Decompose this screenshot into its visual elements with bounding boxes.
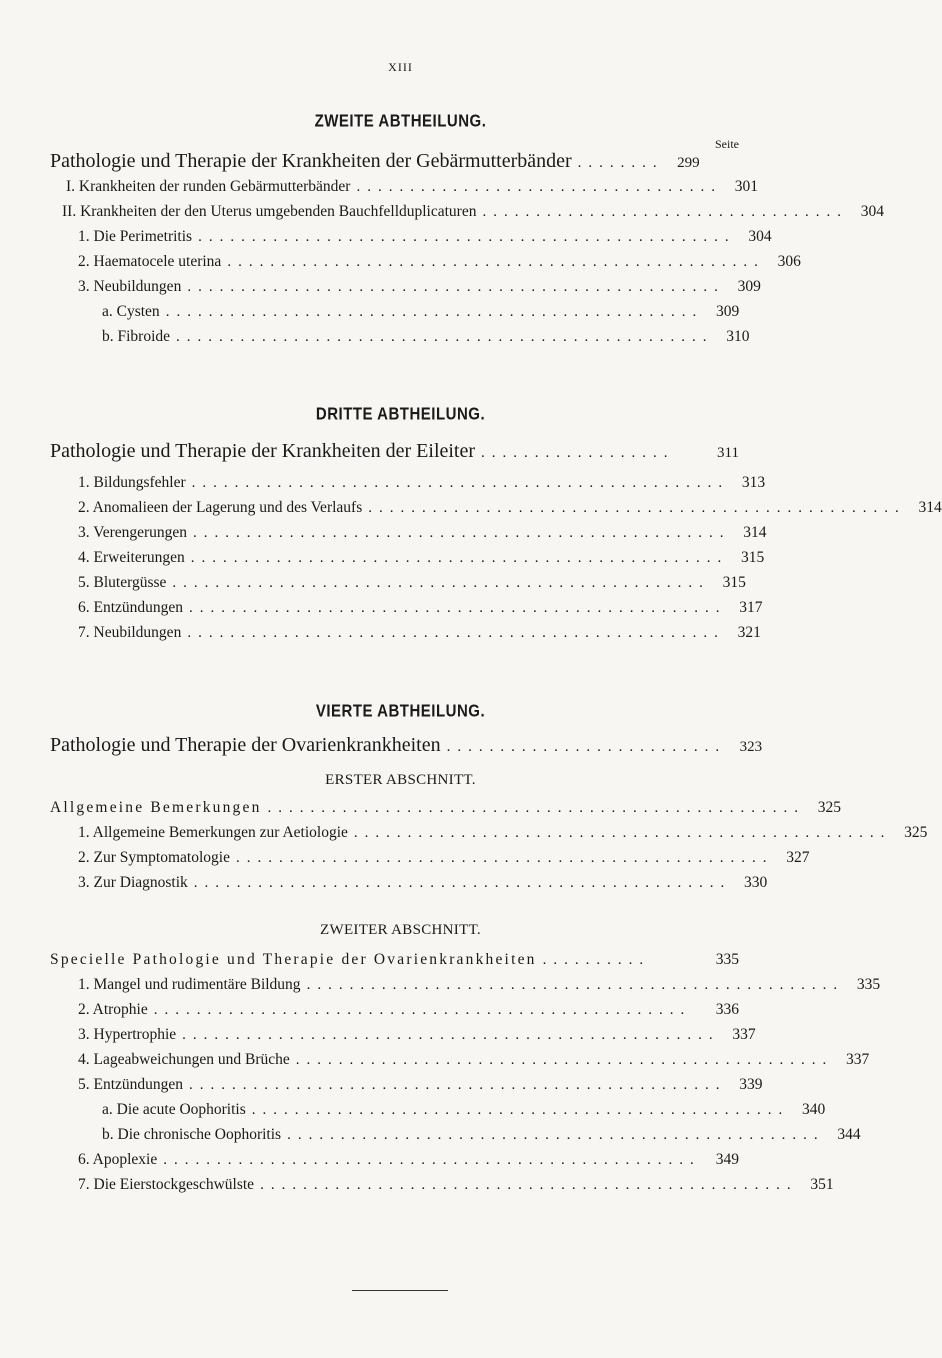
toc-entry <box>0 1026 801 1050</box>
section-heading-1: ERSTER ABSCHNITT. <box>325 772 476 788</box>
page-ref: 309 <box>715 303 740 320</box>
toc-entry <box>0 849 810 873</box>
toc-entry-label: 7. Neubildungen <box>78 624 182 641</box>
page-ref: 315 <box>722 574 746 591</box>
dot-leader: .................................................. <box>193 525 731 541</box>
toc-entry <box>0 278 801 302</box>
page-ref: 310 <box>726 328 750 345</box>
toc-entry-label: a. Die acute Oophoritis <box>102 1101 246 1118</box>
toc-entry-label: 3. Neubildungen <box>78 278 182 295</box>
dot-leader: .................................................. <box>368 500 906 516</box>
dot-leader: ........ <box>577 155 664 171</box>
footer-rule <box>352 1290 448 1291</box>
toc-entry <box>0 303 801 327</box>
page-ref: 314 <box>918 499 942 516</box>
page-ref: 304 <box>860 203 884 220</box>
part-heading-4: VIERTE ABTHEILUNG. <box>315 701 486 722</box>
page-ref: 311 <box>717 445 739 461</box>
page-ref: 304 <box>748 228 772 245</box>
page-ref: 335 <box>856 976 881 993</box>
toc-entry <box>0 624 801 648</box>
dot-leader: .................................................. <box>189 1077 727 1093</box>
dot-leader: .................................................. <box>182 1027 720 1043</box>
page-ref: 315 <box>741 549 765 566</box>
toc-entry <box>0 328 801 352</box>
toc-entry <box>0 178 801 202</box>
dot-leader: .......................... <box>446 739 727 755</box>
section-title: Allgemeine Bemerkungen <box>50 799 262 816</box>
dot-leader: .................................. <box>482 204 848 220</box>
toc-entry <box>0 874 801 898</box>
toc-entry-label: 1. Bildungsfehler <box>78 474 186 491</box>
toc-entry <box>0 1151 801 1175</box>
page-ref: 339 <box>739 1076 763 1093</box>
toc-entry-label: II. Krankheiten der den Uterus umgebenden Bauchfellduplicaturen <box>62 203 477 220</box>
dot-leader: .................................................. <box>187 279 725 295</box>
page-ref: 325 <box>904 824 928 841</box>
toc-entry-label: 4. Erweiterungen <box>78 549 185 566</box>
toc-entry-label: 1. Allgemeine Bemerkungen zur Aetiologie <box>78 824 348 841</box>
page-ref: 313 <box>741 474 766 491</box>
toc-entry-label: 2. Haematocele uterina <box>78 253 222 270</box>
toc-entry-label: b. Die chronische Oophoritis <box>102 1126 282 1143</box>
toc-entry-label: I. Krankheiten der runden Gebärmutterbänder <box>66 178 351 195</box>
toc-entry-label: 4. Lageabweichungen und Brüche <box>78 1051 290 1068</box>
dot-leader: .................................................. <box>353 825 892 841</box>
page-ref: 301 <box>734 178 758 195</box>
toc-entry-label: b. Fibroide <box>102 328 171 345</box>
toc-entry-label: 5. Entzündungen <box>78 1076 184 1093</box>
toc-entry-label: 2. Zur Symptomatologie <box>78 849 230 866</box>
toc-entry <box>0 574 801 598</box>
page-ref: 321 <box>737 624 761 641</box>
dot-leader: .................................................. <box>267 800 806 816</box>
toc-entry <box>0 824 928 848</box>
dot-leader: .................................................. <box>251 1102 790 1118</box>
toc-entry-label: 1. Die Perimetritis <box>78 228 193 245</box>
dot-leader: .................................................. <box>260 1177 798 1193</box>
toc-entry-label: 3. Hypertrophie <box>78 1026 177 1043</box>
dot-leader: .................................................. <box>198 229 736 245</box>
section-heading-2: ZWEITER ABSCHNITT. <box>320 922 481 938</box>
toc-entry <box>0 1076 801 1100</box>
part-title: Pathologie und Therapie der Ovarienkrankheiten <box>50 734 441 756</box>
page-ref: 344 <box>837 1126 861 1143</box>
toc-entry <box>0 976 881 1000</box>
section-title: Specielle Pathologie und Therapie der Ovarienkrankheiten <box>50 951 537 968</box>
toc-entry <box>0 203 884 227</box>
part-title-row <box>0 150 751 174</box>
toc-entry <box>0 1051 870 1075</box>
toc-entry-label: 6. Apoplexie <box>78 1151 158 1168</box>
toc-entry-label: 3. Verengerungen <box>78 524 188 541</box>
toc-entry-label: 7. Die Eierstockgeschwülste <box>78 1176 255 1193</box>
part-title: Pathologie und Therapie der Krankheiten der Gebärmutterbänder <box>50 150 572 172</box>
dot-leader: .................................................. <box>176 329 714 345</box>
toc-entry-label: 5. Blutergüsse <box>78 574 167 591</box>
dot-leader: .................................................. <box>306 977 845 993</box>
page-ref: 325 <box>817 799 842 816</box>
dot-leader: .................................................. <box>287 1127 825 1143</box>
part-heading-2: ZWEITE ABTHEILUNG. <box>314 111 487 132</box>
page-number: XIII <box>388 60 413 74</box>
part-title-row <box>0 440 801 464</box>
toc-entry-label: a. Cysten <box>102 303 160 320</box>
page-ref: 323 <box>739 739 763 755</box>
page-ref: 309 <box>737 278 761 295</box>
page-ref: 337 <box>846 1051 870 1068</box>
dot-leader: .................................................. <box>172 575 710 591</box>
dot-leader: .................................................. <box>163 1152 701 1168</box>
part-title: Pathologie und Therapie der Krankheiten der Eileiter <box>50 440 476 462</box>
dot-leader: .................................................. <box>165 304 704 320</box>
toc-entry <box>0 1001 801 1025</box>
toc-entry <box>0 253 801 277</box>
page-ref: 317 <box>739 599 763 616</box>
column-label-seite: Seite <box>715 137 739 151</box>
section-title-row <box>0 951 801 975</box>
dot-leader: .................................. <box>356 179 722 195</box>
toc-entry-label: 6. Entzündungen <box>78 599 184 616</box>
dot-leader: .......... <box>542 952 651 968</box>
page-ref: 299 <box>677 155 700 171</box>
dot-leader: .................. <box>481 445 675 461</box>
toc-entry <box>0 599 801 623</box>
part-title-row <box>0 734 801 758</box>
toc-entry <box>0 549 801 573</box>
dot-leader: .................................................. <box>235 850 774 866</box>
page-ref: 340 <box>802 1101 826 1118</box>
page-ref: 330 <box>744 874 768 891</box>
dot-leader: .................................................. <box>187 625 725 641</box>
page-ref: 336 <box>715 1001 739 1018</box>
toc-entry <box>0 1101 826 1125</box>
toc-entry-label: 2. Atrophie <box>78 1001 148 1018</box>
toc-entry <box>0 1126 861 1150</box>
page-ref: 335 <box>715 951 739 968</box>
section-title-row <box>0 799 842 823</box>
toc-entry-label: 3. Zur Diagnostik <box>78 874 188 891</box>
toc-entry <box>0 499 942 523</box>
page-ref: 337 <box>732 1026 756 1043</box>
toc-entry <box>0 1176 834 1200</box>
toc-entry <box>0 228 801 252</box>
dot-leader: .................................................. <box>193 875 732 891</box>
dot-leader: .................................................. <box>189 600 727 616</box>
dot-leader: .................................................. <box>191 475 730 491</box>
toc-entry <box>0 524 801 548</box>
toc-entry-label: 1. Mangel und rudimentäre Bildung <box>78 976 301 993</box>
part-heading-3: DRITTE ABTHEILUNG. <box>315 404 486 425</box>
dot-leader: .................................................. <box>153 1002 692 1018</box>
page-ref: 327 <box>786 849 810 866</box>
page-ref: 349 <box>715 1151 739 1168</box>
toc-entry <box>0 474 801 498</box>
page-ref: 306 <box>777 253 801 270</box>
page-ref: 351 <box>810 1176 834 1193</box>
dot-leader: .................................................. <box>227 254 765 270</box>
dot-leader: .................................................. <box>295 1052 834 1068</box>
toc-entry-label: 2. Anomalieen der Lagerung und des Verlaufs <box>78 499 363 516</box>
dot-leader: .................................................. <box>190 550 729 566</box>
page-ref: 314 <box>743 524 767 541</box>
